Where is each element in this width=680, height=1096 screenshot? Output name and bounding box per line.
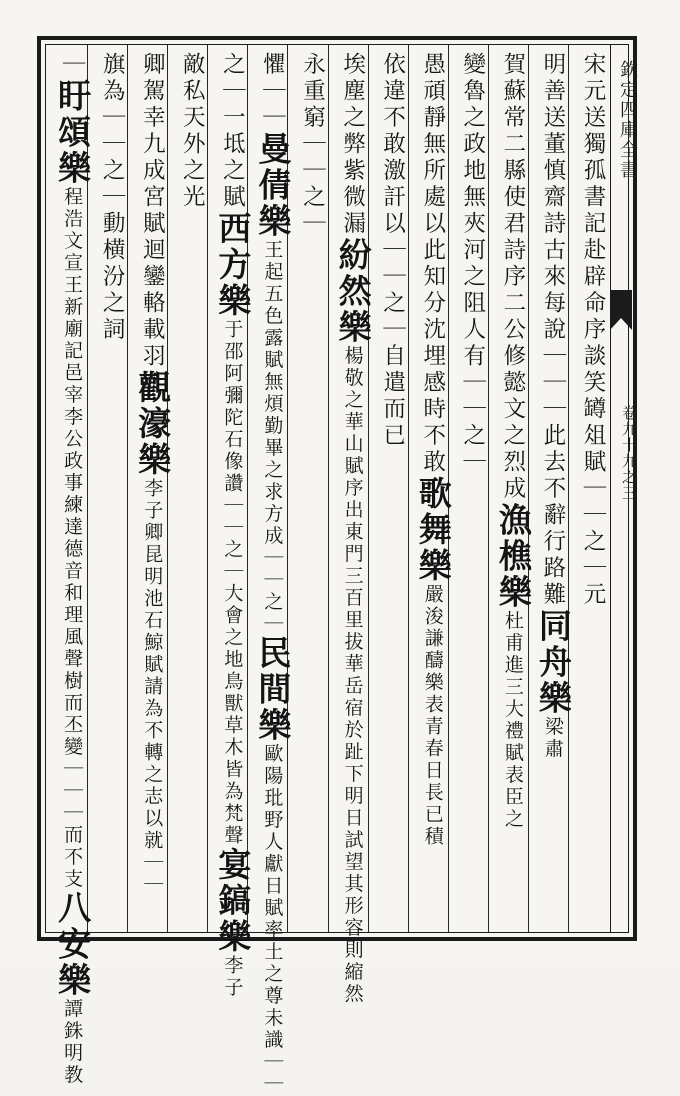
column-rule xyxy=(488,44,489,933)
body-text: 愚頑靜無所處以此知分沈埋感時不敢 xyxy=(419,52,446,476)
entry-heading: 西方樂 xyxy=(213,211,253,319)
entry-heading: 宴鎬樂 xyxy=(213,847,253,955)
entry-heading: 觀濠樂 xyxy=(133,370,173,478)
body-text: 旗為｜｜之｜動横汾之詞 xyxy=(99,52,126,344)
volume-label: 卷九十九之三 xyxy=(620,405,638,501)
entry-heading: 八安樂 xyxy=(53,890,93,999)
text-column xyxy=(368,52,408,932)
annotation-text: 杜甫進三大禮賦表臣之 xyxy=(501,610,524,831)
annotation-text: 嚴浚謙醻樂表青春日長已積 xyxy=(421,584,444,848)
body-text: 埃塵之弊紫微漏 xyxy=(339,52,366,238)
annotation-text: 楊敬之華山賦序出東門三百里拔華岳宿於趾下明日試望其形容則縮然 xyxy=(341,345,364,1006)
text-column xyxy=(87,52,127,932)
column-rule xyxy=(568,44,569,933)
column-rule xyxy=(528,44,529,933)
body-text: 敵私天外之光 xyxy=(179,52,206,211)
annotation-text: 李子卿昆明池石鯨賦請為不轉之志以就｜｜ xyxy=(141,478,164,896)
entry-heading: 民間樂 xyxy=(253,635,293,744)
annotation-text: 歐陽玭野人獻日賦率土之尊未識｜｜ xyxy=(261,743,284,1096)
text-column xyxy=(328,52,373,1006)
entry-heading: 漁樵樂 xyxy=(493,502,533,611)
text-column xyxy=(47,52,93,1087)
text-column xyxy=(528,52,573,932)
body-text: 賀蘇常二縣使君詩序二公修懿文之烈成 xyxy=(499,52,526,503)
book-title: 欽定四庫全書 xyxy=(617,60,638,180)
text-column xyxy=(127,52,173,932)
column-rule xyxy=(127,44,128,933)
entry-heading: 盱頌樂 xyxy=(53,78,93,187)
entry-heading: 同舟樂 xyxy=(533,608,573,717)
text-column xyxy=(568,52,608,932)
entry-heading: 曼倩樂 xyxy=(253,131,293,240)
annotation-text: 王起五色露賦無煩勤畢之求方成｜｜之｜ xyxy=(261,239,284,636)
body-text: 變魯之政地無夾河之阻人有｜｜之｜ xyxy=(459,52,486,476)
annotation-text: 程浩文宣王新廟記邑宰李公政事練達德音和理風聲樹而丕變｜｜｜而不支 xyxy=(61,186,84,891)
text-column xyxy=(207,52,253,999)
body-text: ｜ xyxy=(59,52,86,79)
text-column xyxy=(247,52,293,1096)
text-column xyxy=(167,52,207,932)
text-column xyxy=(488,52,533,932)
text-column xyxy=(408,52,453,932)
column-rule xyxy=(328,44,329,933)
annotation-text: 李子 xyxy=(221,955,244,999)
annotation-text: 梁肅 xyxy=(541,716,564,761)
body-text: 永重窮｜｜之｜ xyxy=(299,52,326,238)
text-column xyxy=(287,52,327,932)
body-text: 宋元送獨孤書記赴辟命序談笑罇俎賦｜｜之｜元 xyxy=(579,52,606,609)
body-text: 明善送董慎齋詩古來每說｜｜｜此去不辭行路難 xyxy=(539,52,566,609)
column-rule xyxy=(408,44,409,933)
body-text: 之｜一坻之賦 xyxy=(219,52,246,211)
column-rule xyxy=(368,44,369,933)
body-text: 卿駕幸九成宮賦迴鑾輅載羽 xyxy=(139,52,166,370)
body-text: 懼｜｜ xyxy=(259,52,286,132)
body-text: 依違不敢激訐以｜｜之｜自遣而已 xyxy=(379,52,406,450)
annotation-text: 譚銖明教 xyxy=(61,998,84,1087)
entry-heading: 歌舞樂 xyxy=(413,476,453,584)
annotation-text: 于邵阿彌陀石像讚｜｜之｜大會之地鳥獸草木皆為梵聲 xyxy=(221,319,244,847)
text-column xyxy=(448,52,488,932)
entry-heading: 紛然樂 xyxy=(333,237,373,346)
